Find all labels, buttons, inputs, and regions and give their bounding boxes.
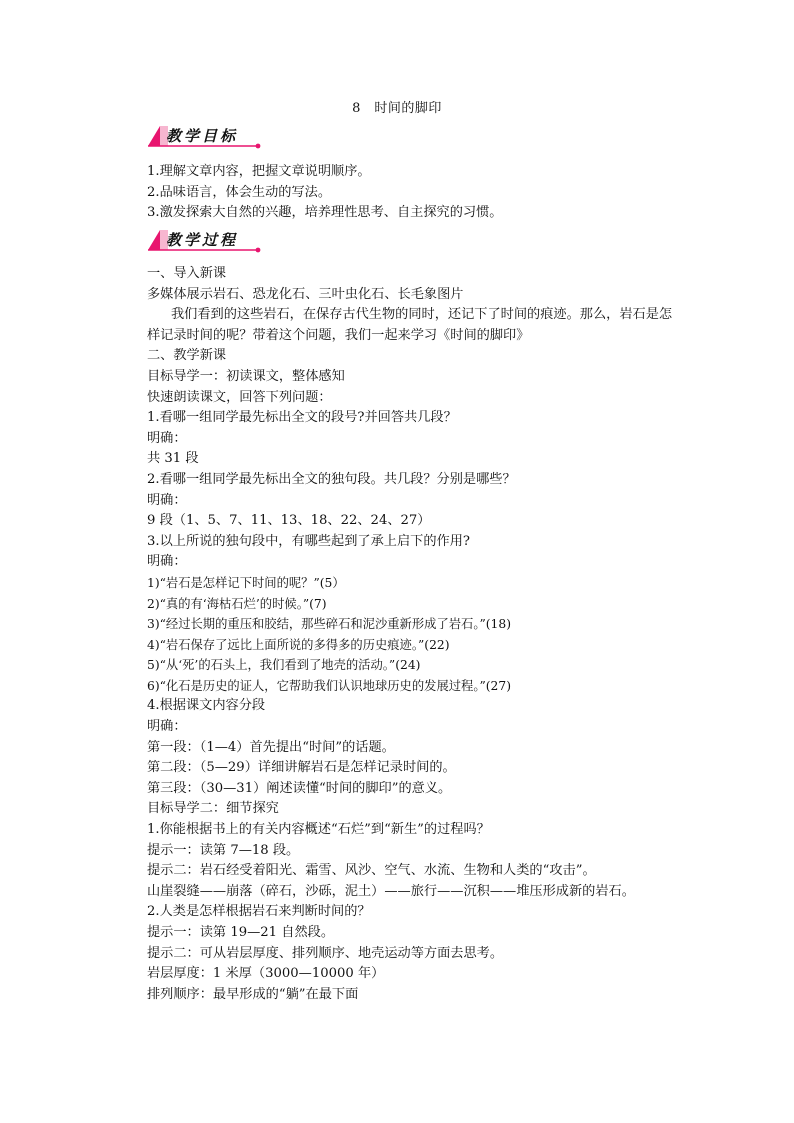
process-header — [146, 228, 266, 254]
process-line: 2)“真的有‘海枯石烂’的时候。”(7) — [147, 596, 327, 611]
process-line: 9 段（1、5、7、11、13、18、22、24、27） — [147, 513, 431, 529]
process-line: 2.人类是怎样根据岩石来判断时间的？ — [147, 904, 371, 920]
process-line: 1.你能根据书上的有关内容概述“石烂”到“新生”的过程吗？ — [147, 822, 490, 838]
process-line: 多媒体展示岩石、恐龙化石、三叶虫化石、长毛象图片 — [147, 286, 464, 302]
process-line: 第三段：（30—31）阐述读懂“时间的脚印”的意义。 — [147, 780, 452, 796]
process-line: 提示二：可从岩层厚度、排列顺序、地壳运动等方面去思考。 — [147, 945, 504, 961]
process-line: 快速朗读课文，回答下列问题： — [147, 389, 332, 405]
process-line: 共 31 段 — [147, 451, 199, 467]
process-line: 第二段：（5—29）详细讲解岩石是怎样记录时间的。 — [147, 760, 456, 776]
process-line: 排列顺序：最早形成的“躺”在最下面 — [147, 986, 359, 1002]
process-line: 明确： — [147, 554, 187, 570]
process-line: 1.看哪一组同学最先标出全文的段号?并回答共几段？ — [147, 410, 457, 426]
objectives-header-label: 教学目标 — [166, 127, 239, 145]
process-line: 岩层厚度：1 米厚（3000—10000 年） — [147, 966, 385, 982]
process-line: 我们看到的这些岩石，在保存古代生物的同时，还记下了时间的痕迹。那么，岩石是怎 — [171, 307, 673, 323]
process-line: 第一段：（1—4）首先提出“时间”的话题。 — [147, 739, 395, 755]
process-line: 一、导入新课 — [147, 266, 227, 281]
process-header-label: 教学过程 — [166, 231, 239, 249]
process-line: 二、教学新课 — [147, 348, 227, 364]
process-line: 6)“化石是历史的证人，它帮助我们认识地球历史的发展过程。”(27) — [147, 678, 512, 693]
process-line: 目标导学一：初读课文，整体感知 — [147, 368, 345, 384]
objectives-list — [147, 162, 707, 224]
process-line: 4)“岩石保存了远比上面所说的多得多的历史痕迹。”(22) — [147, 637, 450, 652]
process-line: 山崖裂缝——崩落（碎石，沙砾，泥土）——旅行——沉积——堆压形成新的岩石。 — [147, 883, 635, 899]
process-line: 明确： — [147, 492, 187, 508]
process-line: 明确： — [147, 719, 187, 735]
process-line: 样记录时间的呢？带着这个问题，我们一起来学习《时间的脚印》 — [147, 327, 530, 343]
process-line: 4.根据课文内容分段 — [147, 698, 266, 714]
process-line: 3)“经过长期的重压和胶结，那些碎石和泥沙重新形成了岩石。”(18) — [147, 617, 512, 632]
lesson-title: 8 时间的脚印 — [352, 101, 442, 116]
process-line: 5)“从‘死’的石头上，我们看到了地壳的活动。”(24) — [147, 658, 421, 673]
objective-item: 1.理解文章内容，把握文章说明顺序。 — [147, 164, 371, 179]
process-line: 1)“岩石是怎样记下时间的呢？”(5） — [147, 575, 345, 590]
process-line: 提示一：读第 7—18 段。 — [147, 842, 300, 858]
process-line: 提示一：读第 19—21 自然段。 — [147, 925, 335, 940]
process-line: 明确： — [147, 430, 187, 446]
process-line: 3.以上所说的独句段中，有哪些起到了承上启下的作用? — [147, 533, 470, 549]
objective-item: 3.激发探索大自然的兴趣，培养理性思考、自主探究的习惯。 — [147, 205, 503, 221]
objective-item: 2.品味语言，体会生动的写法。 — [147, 184, 332, 200]
process-line: 2.看哪一组同学最先标出全文的独句段。共几段？分别是哪些？ — [147, 471, 516, 487]
process-line: 目标导学二：细节探究 — [147, 801, 279, 817]
process-body — [147, 264, 707, 1005]
objectives-header — [146, 124, 266, 150]
process-line: 提示二：岩石经受着阳光、霜雪、风沙、空气、水流、生物和人类的“攻击”。 — [147, 863, 596, 879]
